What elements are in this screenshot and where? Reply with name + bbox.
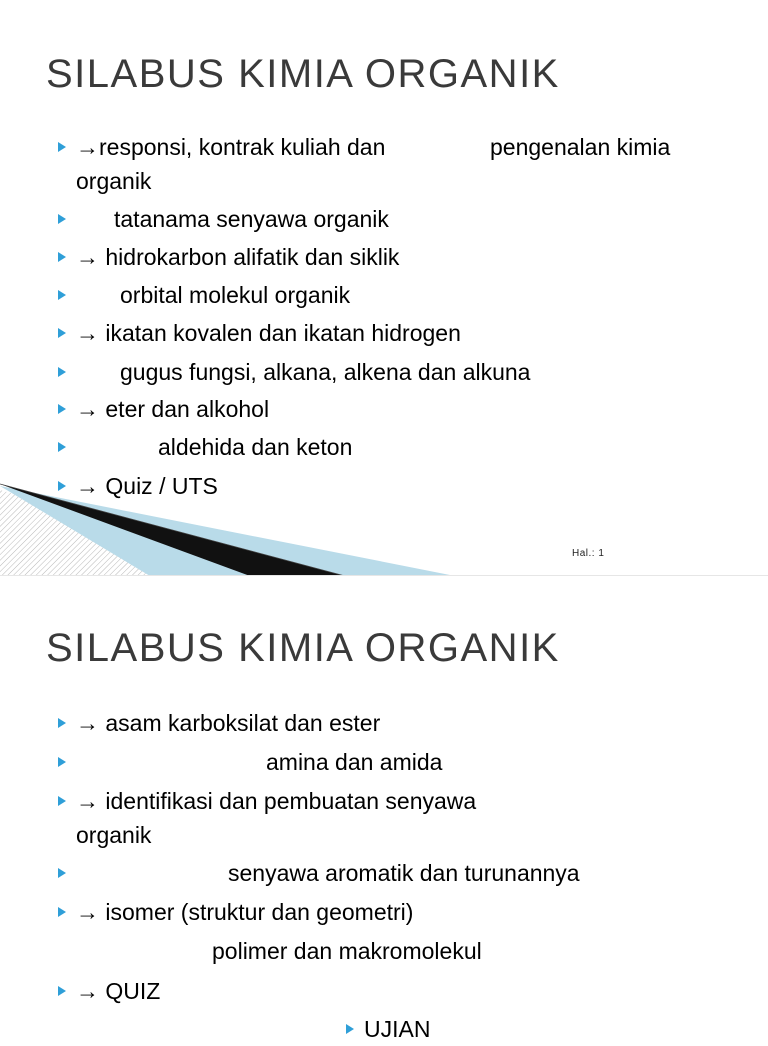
item-text: aldehida dan keton	[158, 434, 353, 460]
item-text: senyawa aromatik dan turunannya	[228, 860, 580, 886]
item-text: →responsi, kontrak kuliah dan	[76, 134, 386, 160]
item-text: tatanama senyawa organik	[114, 206, 389, 232]
item-text: → Quiz / UTS	[76, 473, 218, 499]
item-text: polimer dan makromolekul	[212, 938, 482, 964]
bullet-arrow-icon	[346, 1024, 354, 1034]
bullet-arrow-icon	[58, 718, 66, 728]
item-text: gugus fungsi, alkana, alkena dan alkuna	[120, 359, 531, 385]
bullet-list	[0, 576, 768, 1042]
bullet-arrow-icon	[58, 986, 66, 996]
item-text-wrap: organik	[76, 822, 152, 848]
item-text: → identifikasi dan pembuatan senyawa	[76, 788, 477, 814]
item-text: → ikatan kovalen dan ikatan hidrogen	[76, 320, 461, 346]
item-text-wrap: organik	[76, 168, 152, 194]
bullet-arrow-icon	[58, 907, 66, 917]
bullet-arrow-icon	[58, 868, 66, 878]
item-text: UJIAN	[364, 1016, 431, 1042]
slide-title: SILABUS KIMIA ORGANIK	[46, 52, 560, 96]
item-text: → eter dan alkohol	[76, 396, 270, 422]
item-text: → asam karboksilat dan ester	[76, 710, 381, 736]
item-text-continued: pengenalan kimia	[490, 134, 671, 160]
item-text: → isomer (struktur dan geometri)	[76, 899, 414, 925]
bullet-arrow-icon	[58, 796, 66, 806]
page-number: Hal.: 1	[572, 548, 605, 559]
slide-2	[0, 576, 768, 1042]
slide-title: SILABUS KIMIA ORGANIK	[46, 626, 560, 670]
item-text: orbital molekul organik	[120, 282, 351, 308]
item-text: → QUIZ	[76, 978, 161, 1004]
item-text: amina dan amida	[266, 749, 443, 775]
bullet-arrow-icon	[58, 757, 66, 767]
item-text: → hidrokarbon alifatik dan siklik	[76, 244, 400, 270]
